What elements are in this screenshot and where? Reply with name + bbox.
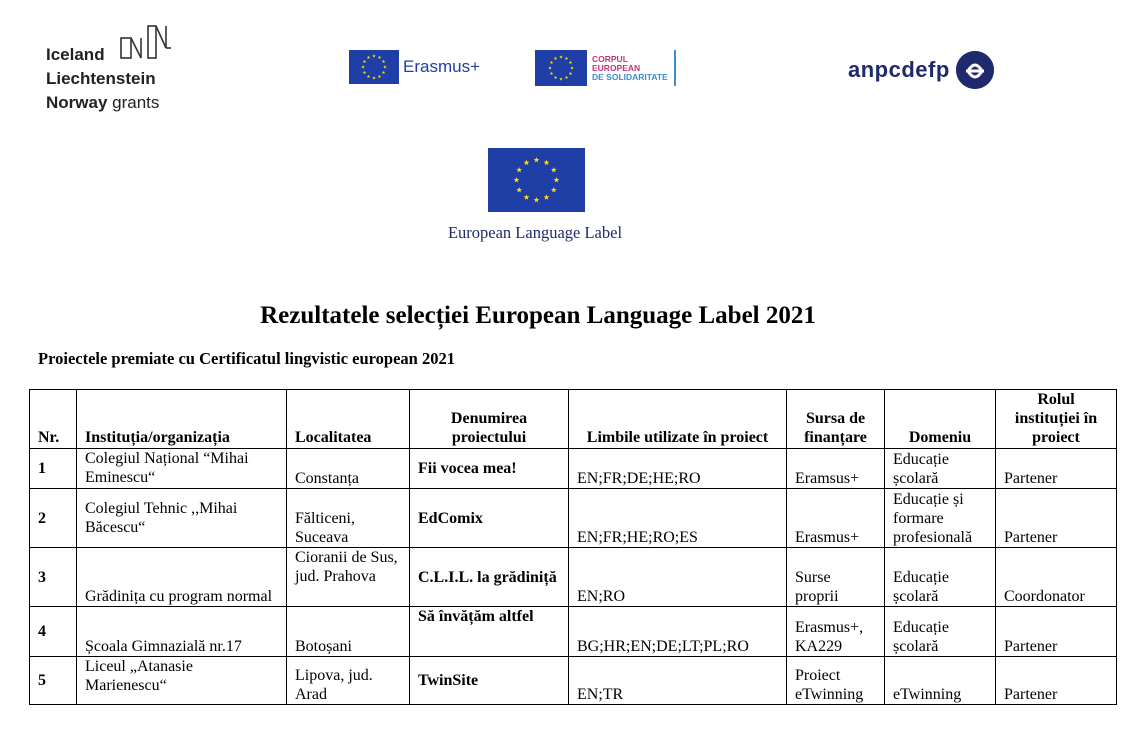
- eu-star-icon: [550, 72, 553, 75]
- eu-star-icon: [372, 54, 375, 57]
- cell-localitate: Lipova, jud. Arad: [287, 657, 410, 705]
- header-nr: Nr.: [30, 390, 77, 449]
- results-table: [29, 389, 1117, 705]
- corpul-line3: DE SOLIDARITATE: [592, 71, 668, 82]
- cell-limbi: BG;HR;EN;DE;LT;PL;RO: [569, 607, 787, 657]
- header-domeniu: Domeniu: [885, 390, 996, 449]
- eu-star-icon: [559, 77, 562, 80]
- eu-star-icon: [524, 194, 530, 199]
- eu-star-icon: [565, 57, 568, 60]
- eu-star-icon: [363, 60, 366, 63]
- cell-limbi: EN;FR;HE;RO;ES: [569, 489, 787, 548]
- corpul-european-logo: [535, 49, 695, 87]
- eu-star-icon: [363, 71, 366, 74]
- eu-star-icon: [382, 60, 385, 63]
- eu-star-icon: [534, 157, 540, 162]
- eu-star-icon: [544, 194, 550, 199]
- cell-sursa: Proiect eTwinning: [787, 657, 885, 705]
- eu-star-icon: [565, 76, 568, 79]
- cell-localitate: Fălticeni, Suceava: [287, 489, 410, 548]
- header-sursa: Sursa de finanțare: [787, 390, 885, 449]
- cell-rol: Partener: [996, 489, 1117, 548]
- cell-proiect: Fii vocea mea!: [410, 449, 569, 489]
- cell-proiect: EdComix: [410, 489, 569, 548]
- eu-star-icon: [569, 72, 572, 75]
- eu-star-icon: [534, 197, 540, 202]
- eu-star-icon: [367, 75, 370, 78]
- cell-localitate: Constanța: [287, 449, 410, 489]
- cell-limbi: EN;RO: [569, 548, 787, 607]
- eu-star-icon: [554, 177, 560, 182]
- eu-star-icon: [559, 55, 562, 58]
- erasmus-label: Erasmus+: [403, 57, 480, 76]
- table-row: [30, 489, 1117, 548]
- header-limbi: Limbile utilizate în proiect: [569, 390, 787, 449]
- eea-grants-logo: [46, 24, 186, 114]
- ell-caption: European Language Label: [447, 223, 623, 242]
- cell-nr: 3: [30, 548, 77, 607]
- cell-domeniu: Educație și formare profesională: [885, 489, 996, 548]
- cell-domeniu: Educație școlară: [885, 449, 996, 489]
- cell-institutie: Școala Gimnazială nr.17: [77, 607, 287, 657]
- cell-nr: 4: [30, 607, 77, 657]
- header-localitate: Localitatea: [287, 390, 410, 449]
- cell-institutie: Colegiul Tehnic ,,Mihai Băcescu“: [77, 489, 287, 548]
- header-proiect: Denumirea proiectului: [410, 390, 569, 449]
- table-row: [30, 449, 1117, 489]
- eea-logo-line3: Norway grants: [46, 93, 160, 112]
- header-institutie: Instituția/organizația: [77, 390, 287, 449]
- page-title: Rezultatele selecției European Language Label 2021: [260, 302, 816, 329]
- cell-sursa: Eramsus+: [787, 449, 885, 489]
- eu-star-icon: [516, 167, 522, 172]
- cell-proiect: TwinSite: [410, 657, 569, 705]
- cell-nr: 1: [30, 449, 77, 489]
- table-header-row: [30, 390, 1117, 449]
- eu-star-icon: [516, 187, 522, 192]
- cell-sursa: Erasmus+: [787, 489, 885, 548]
- eu-star-icon: [383, 65, 386, 68]
- table-row: [30, 657, 1117, 705]
- cell-rol: Partener: [996, 449, 1117, 489]
- anpcdefp-label: anpcdefp: [848, 57, 950, 82]
- eu-star-icon: [554, 76, 557, 79]
- cell-domeniu: eTwinning: [885, 657, 996, 705]
- cell-proiect: C.L.I.L. la grădiniță: [410, 548, 569, 607]
- cell-domeniu: Educație școlară: [885, 548, 996, 607]
- eu-star-icon: [372, 76, 375, 79]
- corpul-line1: CORPUL: [592, 53, 628, 64]
- eu-star-icon: [569, 61, 572, 64]
- eu-star-icon: [551, 187, 557, 192]
- eu-flag-icon: [349, 50, 399, 84]
- eu-star-icon: [367, 56, 370, 59]
- eu-star-icon: [548, 66, 551, 69]
- eea-logo-line1: Iceland: [46, 45, 105, 64]
- eu-star-icon: [378, 56, 381, 59]
- corpul-divider: [674, 50, 676, 86]
- eu-star-icon: [554, 57, 557, 60]
- cell-localitate: Botoșani: [287, 607, 410, 657]
- anpcdefp-logo: [848, 48, 1008, 92]
- eu-star-icon: [378, 75, 381, 78]
- cell-limbi: EN;TR: [569, 657, 787, 705]
- eu-star-icon: [361, 65, 364, 68]
- header-rol: Rolul instituției în proiect: [996, 390, 1117, 449]
- cell-rol: Partener: [996, 657, 1117, 705]
- eu-star-icon: [524, 160, 530, 165]
- cell-sursa: Erasmus+, KA229: [787, 607, 885, 657]
- cell-domeniu: Educație școlară: [885, 607, 996, 657]
- anpcdefp-symbol-icon: [956, 51, 994, 89]
- cell-rol: Partener: [996, 607, 1117, 657]
- cell-institutie: Colegiul Național “Mihai Eminescu“: [77, 449, 287, 489]
- eu-star-icon: [570, 66, 573, 69]
- cell-rol: Coordonator: [996, 548, 1117, 607]
- cell-localitate: Cioranii de Sus, jud. Prahova: [287, 548, 410, 607]
- cell-sursa: Surse proprii: [787, 548, 885, 607]
- corpul-european-text: [592, 55, 668, 82]
- cell-nr: 5: [30, 657, 77, 705]
- cell-limbi: EN;FR;DE;HE;RO: [569, 449, 787, 489]
- eu-star-icon: [514, 177, 520, 182]
- cell-nr: 2: [30, 489, 77, 548]
- eu-star-icon: [551, 167, 557, 172]
- eea-logo-line2: Liechtenstein: [46, 69, 156, 88]
- corpul-line2: EUROPEAN: [592, 62, 641, 73]
- subtitle: Proiectele premiate cu Certificatul lingvistic european 2021: [38, 349, 455, 368]
- ell-eu-flag-icon: [488, 148, 585, 212]
- table-row: [30, 548, 1117, 607]
- eea-grants-symbol-icon: [120, 24, 172, 60]
- table-row: [30, 607, 1117, 657]
- erasmus-logo: [349, 50, 509, 84]
- eu-star-icon: [382, 71, 385, 74]
- eu-star-icon: [550, 61, 553, 64]
- cell-proiect: Să învățăm altfel: [410, 607, 569, 657]
- eu-star-icon: [544, 160, 550, 165]
- cell-institutie: Liceul „Atanasie Marienescu“: [77, 657, 287, 705]
- eu-flag-icon: [535, 50, 587, 86]
- cell-institutie: Grădinița cu program normal: [77, 548, 287, 607]
